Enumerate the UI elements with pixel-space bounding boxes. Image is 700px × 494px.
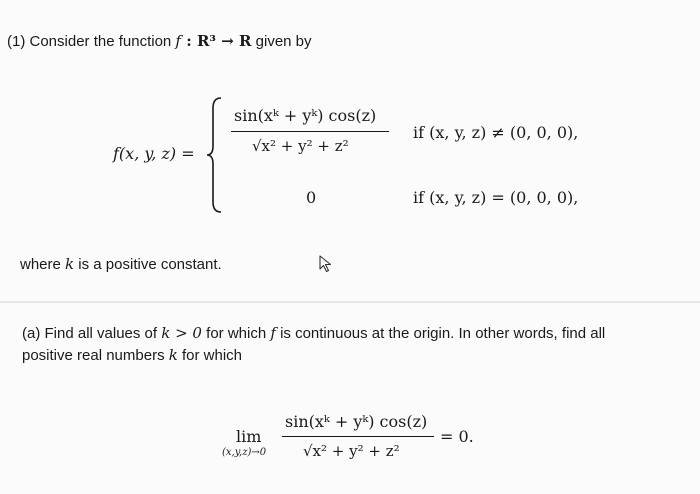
case1-numerator: sin(xᵏ + yᵏ) cos(z)	[234, 106, 377, 125]
limit-fraction-bar	[282, 436, 434, 437]
intro-mapping: : R³ → R	[180, 32, 252, 50]
part-a-middle: for which	[201, 325, 271, 342]
part-a-suffix: is continuous at the origin. In other words, find all	[275, 325, 606, 342]
part-a-line2-suffix: for which	[177, 347, 243, 364]
mouse-cursor-icon	[318, 254, 334, 274]
case1-denominator: √x² + y² + z²	[252, 137, 349, 155]
definition-lhs: f(x, y, z) =	[113, 144, 195, 163]
case2-condition: if (x, y, z) = (0, 0, 0),	[413, 188, 579, 207]
intro-function-symbol: f	[175, 32, 181, 50]
note-suffix: is a positive constant.	[74, 256, 222, 273]
part-a-line1	[22, 324, 605, 342]
part-a-function-symbol: f	[270, 324, 276, 342]
section-divider	[0, 301, 700, 303]
part-a-line2-prefix: positive real numbers	[22, 347, 169, 364]
limit-subscript: (x,y,z)→0	[222, 447, 267, 458]
limit-operator: lim	[236, 427, 262, 446]
intro-suffix: given by	[251, 33, 312, 50]
note-prefix: where	[20, 256, 66, 273]
limit-denominator: √x² + y² + z²	[303, 442, 400, 460]
part-a-condition: k > 0	[161, 324, 202, 342]
intro-line	[7, 32, 312, 50]
limit-numerator: sin(xᵏ + yᵏ) cos(z)	[285, 412, 428, 431]
left-brace	[205, 96, 225, 214]
part-a-line2	[22, 346, 242, 364]
limit-rhs: = 0.	[440, 427, 474, 446]
note-k: k	[65, 255, 75, 273]
intro-prefix: (1) Consider the function	[7, 33, 176, 50]
case2-value: 0	[306, 188, 317, 207]
part-a-line2-k: k	[168, 346, 178, 364]
case1-fraction-bar	[231, 131, 389, 132]
part-a-prefix: (a) Find all values of	[22, 325, 162, 342]
case1-condition: if (x, y, z) ≠ (0, 0, 0),	[413, 123, 579, 142]
note-line	[20, 255, 222, 273]
